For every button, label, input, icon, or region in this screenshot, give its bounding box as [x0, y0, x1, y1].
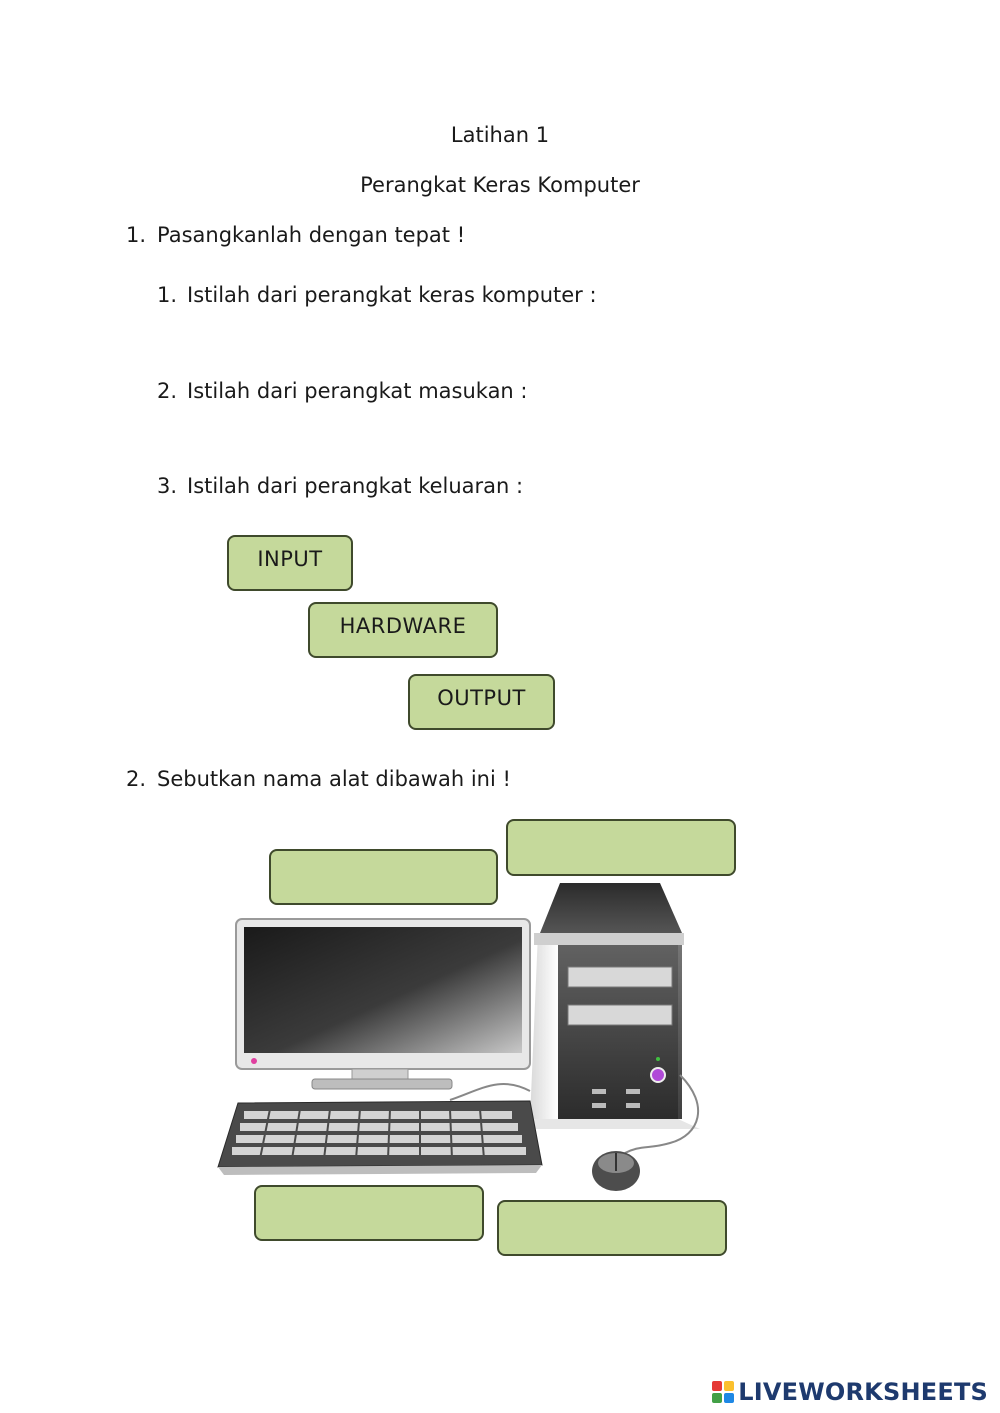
liveworksheets-logo [712, 1379, 988, 1405]
item-3-text: Istilah dari perangkat keluaran : [187, 474, 524, 498]
answer-box-mouse[interactable] [497, 1200, 727, 1256]
keyboard [218, 1101, 542, 1175]
answer-box-keyboard[interactable] [254, 1185, 484, 1241]
monitor [236, 919, 530, 1089]
option-output-chip[interactable]: OUTPUT [408, 674, 555, 730]
question-2-prompt: Sebutkan nama alat dibawah ini ! [157, 767, 511, 791]
liveworksheets-brand: LIVEWORKSHEETS [738, 1378, 988, 1406]
item-2-number: 2. [157, 379, 178, 403]
option-hardware-chip[interactable]: HARDWARE [308, 602, 498, 658]
question-2-number: 2. [126, 767, 147, 791]
answer-box-system-unit[interactable] [506, 819, 736, 876]
item-1-number: 1. [157, 283, 178, 307]
worksheet-subtitle: Perangkat Keras Komputer [360, 173, 640, 197]
worksheet-title: Latihan 1 [450, 123, 550, 147]
option-input-chip[interactable]: INPUT [227, 535, 353, 591]
item-3-number: 3. [157, 474, 178, 498]
computer-illustration [200, 875, 720, 1200]
question-1-prompt: Pasangkanlah dengan tepat ! [157, 223, 466, 247]
item-2-text: Istilah dari perangkat masukan : [187, 379, 528, 403]
item-1-text: Istilah dari perangkat keras komputer : [187, 283, 597, 307]
liveworksheets-icon [712, 1381, 734, 1403]
mouse [592, 1151, 640, 1191]
answer-box-monitor[interactable] [269, 849, 498, 905]
question-1-number: 1. [126, 223, 147, 247]
system-unit [520, 883, 700, 1129]
